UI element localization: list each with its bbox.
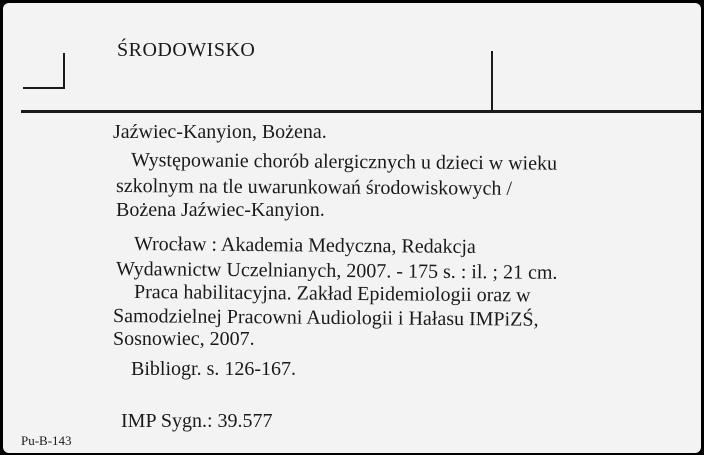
author-line: Jaźwiec-Kanyion, Bożena. xyxy=(113,121,327,143)
horizontal-rule xyxy=(21,110,701,113)
bibliography-line: Bibliogr. s. 126-167. xyxy=(131,358,297,380)
subject-heading: ŚRODOWISKO xyxy=(117,39,256,61)
shelf-mark: Pu-B-143 xyxy=(21,433,72,448)
corner-mark-horizontal xyxy=(23,87,65,89)
title-line-3: Bożena Jaźwiec-Kanyion. xyxy=(116,199,325,221)
title-line-1: Występowanie chorób alergicznych u dzieci w wieku xyxy=(130,149,558,175)
catalog-card xyxy=(3,3,701,453)
column-divider xyxy=(491,51,493,112)
note-line-2: Samodzielnej Pracowni Audiologii i Hałasu IMPiZŚ, xyxy=(112,305,539,331)
publication-line-2: Wydawnictw Uczelnianych, 2007. - 175 s. : il. ; 21 cm. xyxy=(115,258,558,284)
note-line-3: Sosnowiec, 2007. xyxy=(113,328,255,350)
title-line-2: szkolnym na tle uwarunkowań środowiskowych / xyxy=(115,175,513,200)
corner-mark-vertical xyxy=(63,53,65,89)
publication-line-1: Wrocław : Akademia Medyczna, Redakcja xyxy=(133,233,476,258)
call-number: IMP Sygn.: 39.577 xyxy=(121,410,273,432)
note-line-1: Praca habilitacyjna. Zakład Epidemiologii oraz w xyxy=(133,281,531,307)
